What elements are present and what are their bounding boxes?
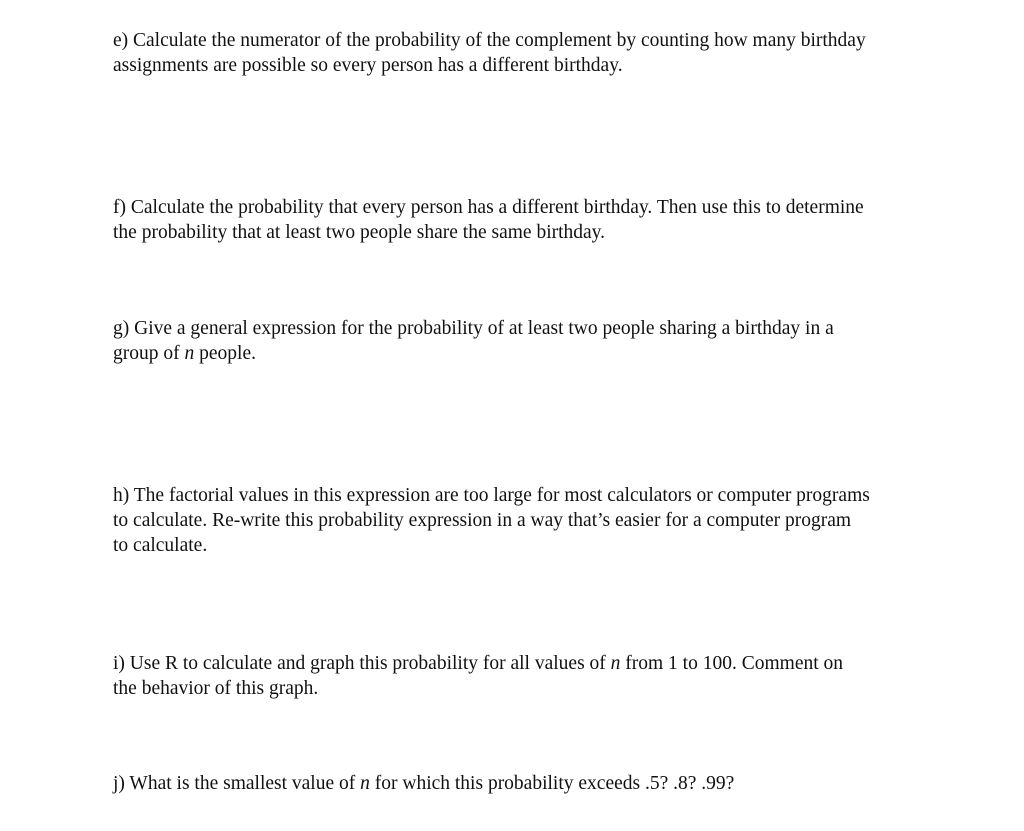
variable-n: n — [360, 773, 370, 794]
variable-n: n — [610, 653, 621, 674]
question-g-line-2-text-start: group of — [113, 343, 185, 364]
question-g — [113, 316, 933, 366]
question-i-line-2: the behavior of this graph. — [113, 678, 319, 699]
question-j — [113, 771, 933, 796]
question-e-line-1: e) Calculate the numerator of the probability of the complement by counting how many birthday — [113, 30, 866, 51]
question-e — [113, 28, 933, 78]
question-j-line-1-text-end: for which this probability exceeds .5? .8? .99? — [369, 773, 735, 794]
question-i-line-1 — [113, 651, 933, 676]
question-h — [113, 483, 933, 558]
question-j-line-1-text-start: j) What is the smallest value of — [113, 773, 361, 794]
question-f-line-1: f) Calculate the probability that every person has a different birthday. Then use this to determine — [113, 197, 864, 218]
question-f — [113, 195, 933, 245]
question-g-line-1: g) Give a general expression for the probability of at least two people sharing a birthday in a — [113, 318, 834, 339]
question-h-line-2: to calculate. Re-write this probability expression in a way that’s easier for a computer program — [113, 510, 852, 531]
question-j-line-1 — [113, 771, 933, 796]
question-h-line-1: h) The factorial values in this expression are too large for most calculators or computer programs — [113, 485, 870, 506]
question-i-line-1-text-start: i) Use R to calculate and graph this probability for all values of — [113, 653, 611, 674]
variable-n: n — [184, 343, 195, 364]
question-e-line-2: assignments are possible so every person has a different birthday. — [113, 55, 623, 76]
question-i-line-1-text-end: from 1 to 100. Comment on — [620, 653, 844, 674]
question-f-line-2: the probability that at least two people share the same birthday. — [113, 222, 606, 243]
question-h-line-3: to calculate. — [113, 535, 208, 556]
question-g-line-2 — [113, 341, 933, 366]
question-i — [113, 651, 933, 701]
question-g-line-2-text-end: people. — [194, 343, 256, 364]
